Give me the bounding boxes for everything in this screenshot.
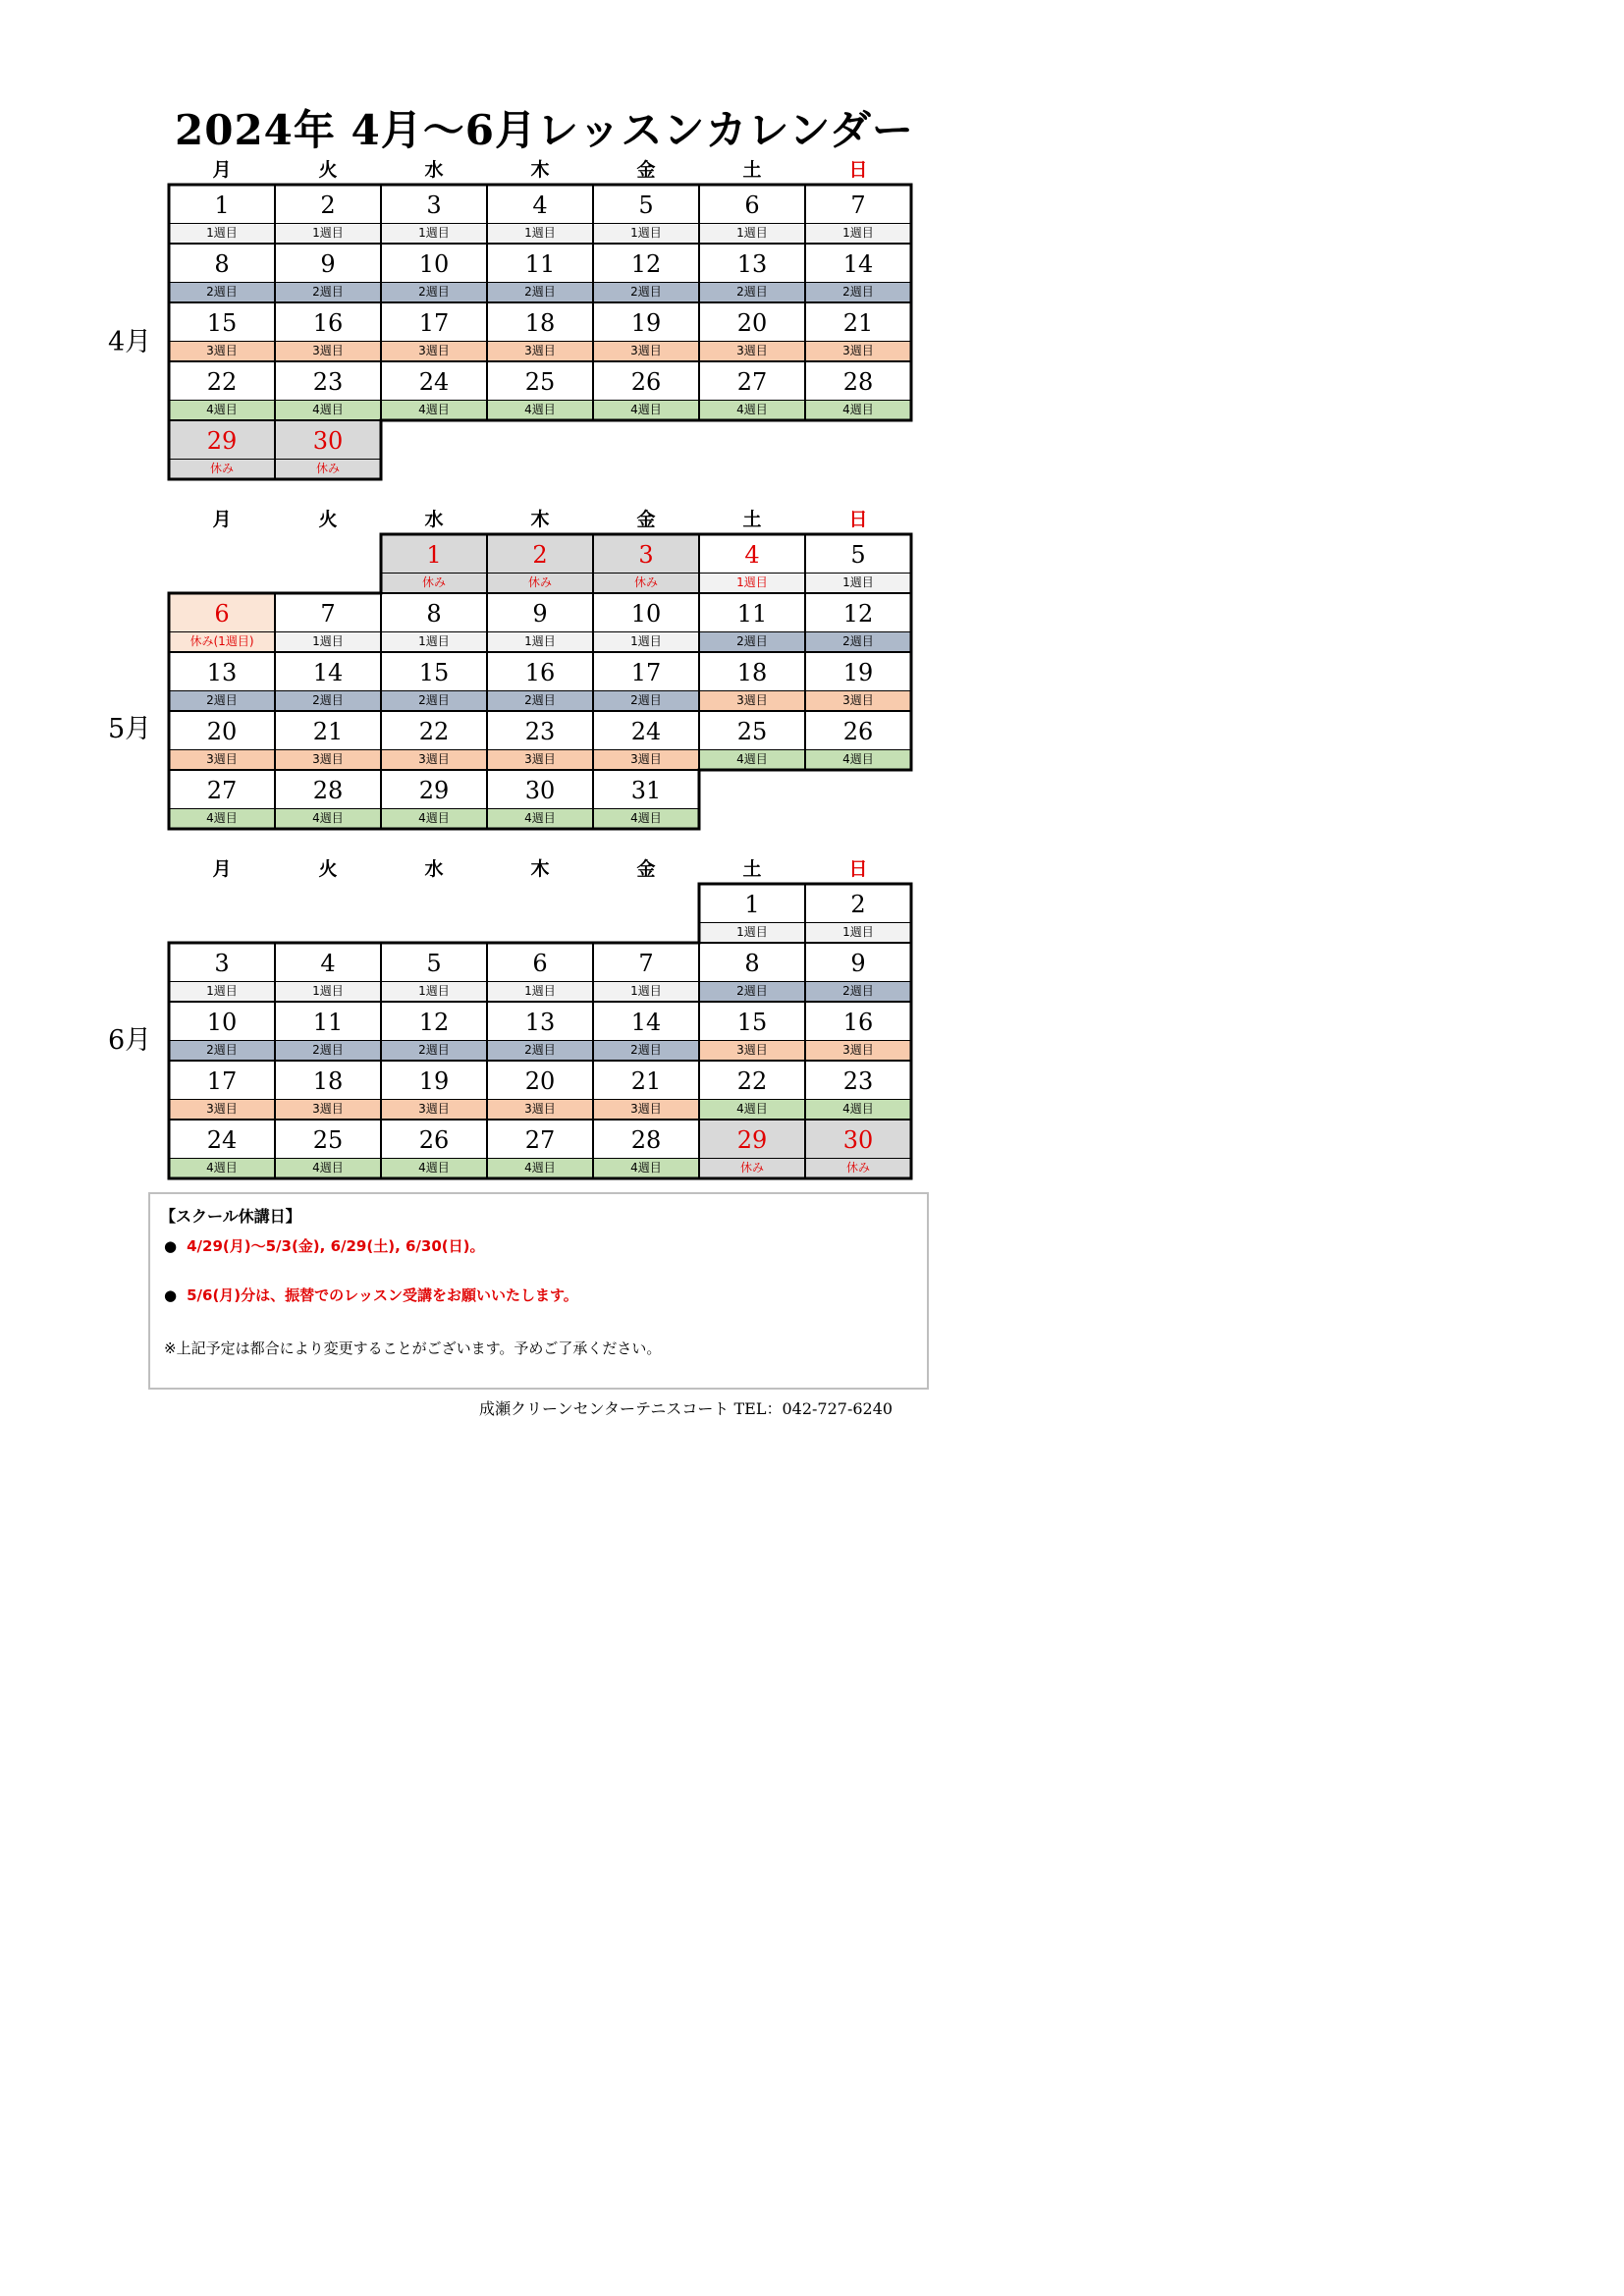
- day-number: 10: [206, 1009, 238, 1036]
- day-number: 15: [206, 309, 238, 337]
- day-number: 3: [426, 191, 442, 219]
- weekday-label: 金: [636, 858, 656, 880]
- week-label: 2週目: [170, 282, 274, 301]
- day-number: 1: [744, 891, 760, 918]
- day-number: 27: [206, 777, 238, 804]
- day-number: 15: [736, 1009, 768, 1036]
- day-number: 21: [312, 718, 344, 745]
- day-number: 20: [736, 309, 768, 337]
- week-label: 4週目: [382, 400, 486, 419]
- day-number: 17: [418, 309, 450, 337]
- day-number: 8: [426, 600, 442, 628]
- week-label: 3週目: [806, 341, 910, 360]
- week-label: 2週目: [170, 1040, 274, 1060]
- day-number: 7: [638, 950, 654, 977]
- day-number: 5: [426, 950, 442, 977]
- week-label: 1週目: [700, 223, 804, 243]
- week-label: 4週目: [382, 808, 486, 828]
- day-number: 5: [638, 191, 654, 219]
- notice-disclaimer: ※上記予定は都合により変更することがございます。予めご了承ください。: [164, 1339, 662, 1357]
- week-label: 3週目: [276, 749, 380, 769]
- day-number: 2: [850, 891, 866, 918]
- day-number: 22: [736, 1067, 768, 1095]
- weekday-label: 土: [742, 509, 762, 530]
- day-number: 28: [630, 1126, 662, 1154]
- day-number: 24: [630, 718, 662, 745]
- weekday-label: 月: [212, 858, 232, 880]
- week-label: 4週目: [594, 1158, 698, 1177]
- week-label: 3週目: [488, 1099, 592, 1119]
- week-label: 2週目: [382, 1040, 486, 1060]
- day-number: 29: [206, 427, 238, 455]
- day-number: 11: [312, 1009, 344, 1036]
- weekday-label: 火: [318, 159, 338, 181]
- week-label: 3週目: [806, 1040, 910, 1060]
- week-label: 2週目: [170, 690, 274, 710]
- day-number: 25: [312, 1126, 344, 1154]
- week-label: 休み(1週目): [170, 631, 274, 651]
- week-label: 1週目: [170, 981, 274, 1001]
- week-label: 3週目: [276, 1099, 380, 1119]
- week-label: 1週目: [382, 981, 486, 1001]
- day-number: 23: [842, 1067, 874, 1095]
- week-label: 1週目: [488, 981, 592, 1001]
- week-label: 4週目: [488, 400, 592, 419]
- week-label: 4週目: [276, 1158, 380, 1177]
- month-grid: [169, 534, 911, 829]
- day-number: 7: [320, 600, 336, 628]
- weekday-label: 火: [318, 858, 338, 880]
- day-number: 22: [418, 718, 450, 745]
- week-label: 1週目: [594, 223, 698, 243]
- day-number: 17: [630, 659, 662, 686]
- day-number: 12: [842, 600, 874, 628]
- day-number: 23: [312, 368, 344, 396]
- week-label: 2週目: [488, 690, 592, 710]
- week-label: 2週目: [700, 981, 804, 1001]
- weekday-label: 水: [424, 159, 444, 181]
- weekday-header: [169, 505, 911, 534]
- week-label: 休み: [382, 573, 486, 592]
- week-label: 休み: [170, 459, 274, 478]
- weekday-label: 日: [848, 509, 868, 530]
- notice-line-closures: [164, 1235, 485, 1256]
- week-label: 3週目: [170, 341, 274, 360]
- week-label: 3週目: [594, 341, 698, 360]
- month-grid: [169, 884, 911, 1178]
- week-label: 休み: [488, 573, 592, 592]
- grid-outline-path: [169, 534, 911, 829]
- day-number: 18: [524, 309, 556, 337]
- day-number: 18: [312, 1067, 344, 1095]
- week-label: 休み: [276, 459, 380, 478]
- grid-outline-path: [169, 884, 911, 1178]
- day-number: 25: [736, 718, 768, 745]
- week-label: 3週目: [488, 749, 592, 769]
- day-number: 20: [206, 718, 238, 745]
- day-number: 30: [524, 777, 556, 804]
- day-number: 28: [842, 368, 874, 396]
- weekday-label: 日: [848, 858, 868, 880]
- weekday-label: 水: [424, 858, 444, 880]
- day-number: 4: [744, 541, 760, 569]
- week-label: 3週目: [700, 690, 804, 710]
- week-label: 1週目: [170, 223, 274, 243]
- day-number: 19: [842, 659, 874, 686]
- day-number: 10: [630, 600, 662, 628]
- day-number: 15: [418, 659, 450, 686]
- day-number: 14: [630, 1009, 662, 1036]
- day-number: 3: [638, 541, 654, 569]
- day-number: 12: [418, 1009, 450, 1036]
- day-number: 26: [842, 718, 874, 745]
- day-number: 25: [524, 368, 556, 396]
- week-label: 4週目: [276, 808, 380, 828]
- day-number: 3: [214, 950, 230, 977]
- week-label: 3週目: [382, 749, 486, 769]
- weekday-header: [169, 155, 911, 185]
- day-number: 5: [850, 541, 866, 569]
- week-label: 4週目: [594, 400, 698, 419]
- week-label: 3週目: [700, 341, 804, 360]
- day-number: 21: [842, 309, 874, 337]
- weekday-label: 日: [848, 159, 868, 181]
- week-label: 4週目: [488, 1158, 592, 1177]
- week-label: 4週目: [276, 400, 380, 419]
- day-number: 10: [418, 250, 450, 278]
- week-label: 1週目: [806, 573, 910, 592]
- day-number: 8: [214, 250, 230, 278]
- week-label: 2週目: [806, 631, 910, 651]
- week-label: 休み: [700, 1158, 804, 1177]
- day-number: 2: [320, 191, 336, 219]
- day-number: 27: [524, 1126, 556, 1154]
- week-label: 4週目: [806, 749, 910, 769]
- week-label: 2週目: [276, 690, 380, 710]
- week-label: 1週目: [276, 981, 380, 1001]
- week-label: 2週目: [488, 282, 592, 301]
- week-label: 2週目: [806, 981, 910, 1001]
- week-label: 1週目: [806, 922, 910, 942]
- day-number: 30: [312, 427, 344, 455]
- day-number: 13: [206, 659, 238, 686]
- day-number: 19: [630, 309, 662, 337]
- notice-box: [148, 1192, 929, 1390]
- day-number: 9: [320, 250, 336, 278]
- week-label: 4週目: [170, 1158, 274, 1177]
- day-number: 12: [630, 250, 662, 278]
- day-number: 4: [532, 191, 548, 219]
- week-label: 4週目: [594, 808, 698, 828]
- day-number: 13: [736, 250, 768, 278]
- week-label: 4週目: [700, 1099, 804, 1119]
- week-label: 2週目: [594, 282, 698, 301]
- day-number: 16: [312, 309, 344, 337]
- grid-outline: [169, 884, 915, 1182]
- weekday-label: 金: [636, 509, 656, 530]
- week-label: 2週目: [700, 282, 804, 301]
- week-label: 休み: [594, 573, 698, 592]
- day-number: 6: [532, 950, 548, 977]
- weekday-label: 月: [212, 509, 232, 530]
- day-number: 13: [524, 1009, 556, 1036]
- footer-contact: 成瀬クリーンセンターテニスコート TEL：042-727-6240: [479, 1399, 893, 1418]
- notice-title: 【スクール休講日】: [160, 1207, 301, 1226]
- week-label: 4週目: [806, 1099, 910, 1119]
- day-number: 16: [842, 1009, 874, 1036]
- day-number: 27: [736, 368, 768, 396]
- day-number: 9: [850, 950, 866, 977]
- week-label: 2週目: [700, 631, 804, 651]
- grid-outline-path: [169, 185, 911, 479]
- grid-outline: [169, 185, 915, 483]
- week-label: 3週目: [488, 341, 592, 360]
- day-number: 22: [206, 368, 238, 396]
- bullet-icon: ●: [164, 1286, 178, 1304]
- page-title: 2024年 4月～6月レッスンカレンダー: [175, 106, 914, 154]
- month-label: 5月: [108, 714, 152, 744]
- week-label: 3週目: [700, 1040, 804, 1060]
- week-label: 3週目: [594, 1099, 698, 1119]
- day-number: 24: [206, 1126, 238, 1154]
- notice-closure-dates: 4/29(月)～5/3(金), 6/29(土), 6/30(日)。: [187, 1237, 485, 1255]
- notice-line-makeup: [164, 1285, 578, 1305]
- week-label: 4週目: [382, 1158, 486, 1177]
- month-label: 4月: [108, 327, 152, 357]
- day-number: 21: [630, 1067, 662, 1095]
- day-number: 6: [744, 191, 760, 219]
- day-number: 19: [418, 1067, 450, 1095]
- month-grid: [169, 185, 911, 479]
- week-label: 4週目: [700, 749, 804, 769]
- weekday-label: 木: [530, 159, 550, 181]
- day-number: 8: [744, 950, 760, 977]
- grid-outline: [169, 534, 915, 833]
- week-label: 3週目: [276, 341, 380, 360]
- week-label: 2週目: [806, 282, 910, 301]
- week-label: 2週目: [594, 690, 698, 710]
- day-number: 2: [532, 541, 548, 569]
- week-label: 休み: [806, 1158, 910, 1177]
- day-number: 24: [418, 368, 450, 396]
- week-label: 1週目: [594, 981, 698, 1001]
- week-label: 2週目: [382, 282, 486, 301]
- week-label: 3週目: [170, 1099, 274, 1119]
- day-number: 1: [426, 541, 442, 569]
- week-label: 1週目: [488, 223, 592, 243]
- week-label: 1週目: [700, 573, 804, 592]
- day-number: 30: [842, 1126, 874, 1154]
- day-number: 7: [850, 191, 866, 219]
- week-label: 1週目: [700, 922, 804, 942]
- day-number: 29: [736, 1126, 768, 1154]
- day-number: 17: [206, 1067, 238, 1095]
- week-label: 3週目: [806, 690, 910, 710]
- week-label: 3週目: [170, 749, 274, 769]
- week-label: 1週目: [276, 631, 380, 651]
- week-label: 4週目: [806, 400, 910, 419]
- day-number: 9: [532, 600, 548, 628]
- day-number: 16: [524, 659, 556, 686]
- week-label: 3週目: [594, 749, 698, 769]
- weekday-label: 金: [636, 159, 656, 181]
- week-label: 1週目: [382, 631, 486, 651]
- day-number: 14: [312, 659, 344, 686]
- day-number: 11: [736, 600, 768, 628]
- day-number: 1: [214, 191, 230, 219]
- weekday-label: 土: [742, 159, 762, 181]
- day-number: 29: [418, 777, 450, 804]
- week-label: 2週目: [276, 1040, 380, 1060]
- week-label: 1週目: [594, 631, 698, 651]
- weekday-label: 火: [318, 509, 338, 530]
- week-label: 4週目: [170, 400, 274, 419]
- weekday-label: 土: [742, 858, 762, 880]
- week-label: 1週目: [382, 223, 486, 243]
- weekday-label: 木: [530, 858, 550, 880]
- weekday-header: [169, 854, 911, 884]
- day-number: 18: [736, 659, 768, 686]
- day-number: 28: [312, 777, 344, 804]
- day-number: 4: [320, 950, 336, 977]
- day-number: 31: [630, 777, 662, 804]
- week-label: 2週目: [488, 1040, 592, 1060]
- week-label: 3週目: [382, 341, 486, 360]
- day-number: 20: [524, 1067, 556, 1095]
- week-label: 1週目: [806, 223, 910, 243]
- week-label: 1週目: [276, 223, 380, 243]
- weekday-label: 水: [424, 509, 444, 530]
- bullet-icon: ●: [164, 1237, 178, 1255]
- week-label: 2週目: [594, 1040, 698, 1060]
- week-label: 2週目: [276, 282, 380, 301]
- week-label: 1週目: [488, 631, 592, 651]
- day-number: 6: [214, 600, 230, 628]
- month-label: 6月: [108, 1025, 152, 1056]
- week-label: 3週目: [382, 1099, 486, 1119]
- notice-makeup-text: 5/6(月)分は、振替でのレッスン受講をお願いいたします。: [187, 1286, 578, 1304]
- week-label: 4週目: [700, 400, 804, 419]
- weekday-label: 木: [530, 509, 550, 530]
- day-number: 26: [418, 1126, 450, 1154]
- day-number: 23: [524, 718, 556, 745]
- week-label: 2週目: [382, 690, 486, 710]
- week-label: 4週目: [488, 808, 592, 828]
- day-number: 26: [630, 368, 662, 396]
- weekday-label: 月: [212, 159, 232, 181]
- day-number: 14: [842, 250, 874, 278]
- week-label: 4週目: [170, 808, 274, 828]
- day-number: 11: [524, 250, 556, 278]
